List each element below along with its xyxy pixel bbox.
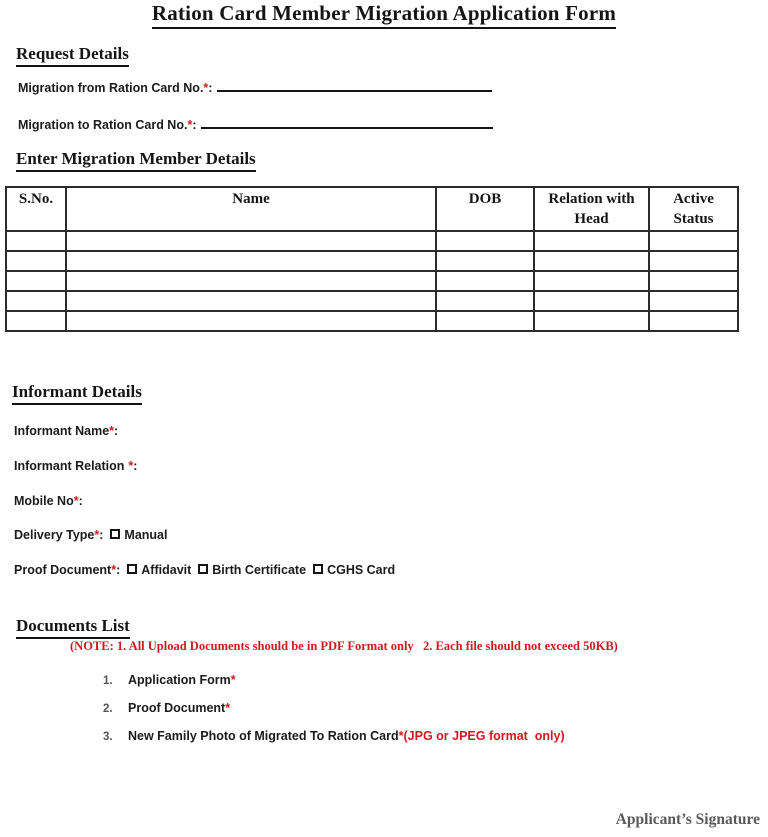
- table-cell[interactable]: [66, 311, 436, 331]
- table-row: [6, 311, 738, 331]
- table-cell[interactable]: [436, 311, 534, 331]
- doc-item-family-photo: [103, 729, 565, 743]
- table-cell[interactable]: [6, 271, 66, 291]
- informant-name-row: [14, 424, 118, 438]
- table-row: [6, 251, 738, 271]
- required-asterisk: *: [398, 729, 404, 743]
- table-cell[interactable]: [649, 311, 738, 331]
- table-cell[interactable]: [66, 231, 436, 251]
- doc-item-application-form: [103, 673, 236, 687]
- table-cell[interactable]: [66, 271, 436, 291]
- table-row: [6, 291, 738, 311]
- table-header-status: Active Status: [649, 187, 738, 231]
- table-cell[interactable]: [436, 291, 534, 311]
- table-cell[interactable]: [436, 271, 534, 291]
- manual-option-label: Manual: [124, 528, 168, 542]
- doc-item-number: 3.: [103, 731, 113, 743]
- mobile-no-row: [14, 494, 83, 508]
- required-asterisk: *: [94, 528, 100, 542]
- documents-list-heading: Documents List: [16, 616, 130, 639]
- doc-item-number: 2.: [103, 703, 113, 715]
- table-cell[interactable]: [649, 291, 738, 311]
- table-cell[interactable]: [534, 271, 649, 291]
- required-asterisk: *: [128, 459, 134, 473]
- format-note: (JPG or JPEG format only): [403, 729, 565, 743]
- table-cell[interactable]: [649, 271, 738, 291]
- required-asterisk: *: [73, 494, 79, 508]
- proof-document-label: Proof Document*:: [14, 563, 121, 577]
- delivery-type-label: Delivery Type*:: [14, 528, 104, 542]
- required-asterisk: *: [225, 701, 231, 715]
- migration-to-input-line[interactable]: [201, 118, 493, 129]
- table-cell[interactable]: [534, 251, 649, 271]
- table-cell[interactable]: [534, 311, 649, 331]
- migration-to-field-row: [18, 118, 493, 132]
- cghs-card-checkbox-icon[interactable]: [313, 564, 323, 574]
- informant-relation-row: [14, 459, 137, 473]
- table-cell[interactable]: [6, 231, 66, 251]
- migration-to-label: Migration to Ration Card No.*:: [18, 118, 197, 132]
- required-asterisk: *: [187, 118, 193, 132]
- birth-certificate-option-label: Birth Certificate: [212, 563, 307, 577]
- table-cell[interactable]: [649, 251, 738, 271]
- title-row: [0, 1, 768, 29]
- required-asterisk: *: [109, 424, 115, 438]
- table-header-sno: S.No.: [6, 187, 66, 231]
- documents-note: (NOTE: 1. All Upload Documents should be in PDF Format only 2. Each file should not exceed 50KB): [70, 639, 618, 653]
- member-details-table: [5, 186, 739, 332]
- migration-from-input-line[interactable]: [217, 81, 492, 92]
- table-cell[interactable]: [534, 291, 649, 311]
- table-header-dob: DOB: [436, 187, 534, 231]
- informant-details-heading: Informant Details: [12, 382, 142, 405]
- table-row: [6, 271, 738, 291]
- doc-item-label: New Family Photo of Migrated To Ration Card*(JPG or JPEG format only): [128, 729, 565, 743]
- member-details-heading: Enter Migration Member Details: [16, 149, 256, 172]
- page-title: Ration Card Member Migration Application Form: [152, 1, 616, 29]
- table-cell[interactable]: [436, 251, 534, 271]
- informant-name-label: Informant Name*:: [14, 424, 119, 438]
- table-header-name: Name: [66, 187, 436, 231]
- informant-relation-label: Informant Relation *:: [14, 459, 138, 473]
- delivery-type-row: [14, 528, 167, 542]
- doc-item-label: Application Form*: [128, 673, 236, 687]
- table-header-row: [6, 187, 738, 231]
- required-asterisk: *: [203, 81, 209, 95]
- table-cell[interactable]: [534, 231, 649, 251]
- table-row: [6, 231, 738, 251]
- cghs-card-option-label: CGHS Card: [327, 563, 396, 577]
- required-asterisk: *: [230, 673, 236, 687]
- affidavit-option-label: Affidavit: [141, 563, 192, 577]
- birth-certificate-checkbox-icon[interactable]: [198, 564, 208, 574]
- table-header-relation: Relation with Head: [534, 187, 649, 231]
- table-cell[interactable]: [6, 311, 66, 331]
- doc-item-number: 1.: [103, 675, 113, 687]
- table-cell[interactable]: [649, 231, 738, 251]
- migration-from-field-row: [18, 81, 492, 95]
- manual-checkbox-icon[interactable]: [110, 529, 120, 539]
- request-details-heading: Request Details: [16, 44, 129, 67]
- migration-from-label: Migration from Ration Card No.*:: [18, 81, 213, 95]
- doc-item-proof-document: [103, 701, 230, 715]
- table-cell[interactable]: [66, 291, 436, 311]
- mobile-no-label: Mobile No*:: [14, 494, 83, 508]
- table-cell[interactable]: [436, 231, 534, 251]
- applicant-signature-label: Applicant’s Signature: [615, 811, 760, 828]
- proof-document-row: [14, 563, 395, 577]
- doc-item-label: Proof Document*: [128, 701, 231, 715]
- affidavit-checkbox-icon[interactable]: [127, 564, 137, 574]
- table-cell[interactable]: [6, 291, 66, 311]
- table-cell[interactable]: [6, 251, 66, 271]
- required-asterisk: *: [111, 563, 117, 577]
- table-cell[interactable]: [66, 251, 436, 271]
